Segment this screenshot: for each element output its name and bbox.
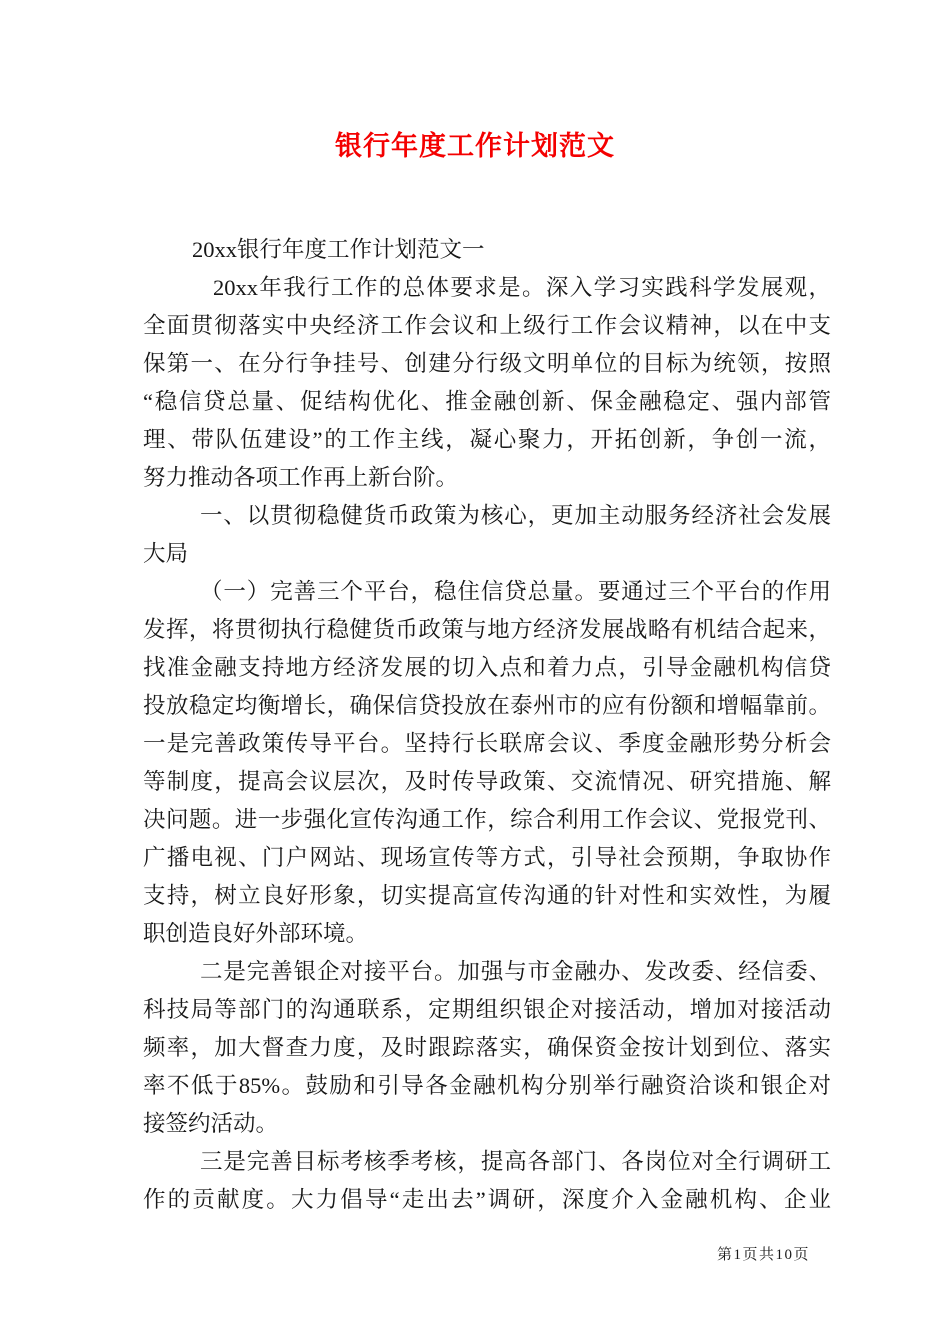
text-line: 努力推动各项工作再上新台阶。 <box>143 465 459 490</box>
text-line: 科技局等部门的沟通联系，定期组织银企对接活动，增加对接活动 <box>143 997 831 1022</box>
text-line: 二是完善银企对接平台。加强与市金融办、发改委、经信委、 <box>200 959 831 984</box>
text-line: 全面贯彻落实中央经济工作会议和上级行工作会议精神，以在中支 <box>143 313 831 338</box>
text-line: 职创造良好外部环境。 <box>143 921 369 946</box>
text-line: 支持，树立良好形象，切实提高宣传沟通的针对性和实效性，为履 <box>143 883 831 908</box>
text-line: “稳信贷总量、促结构优化、推金融创新、保金融稳定、强内部管 <box>143 389 831 414</box>
text-line: 接签约活动。 <box>143 1111 279 1136</box>
paragraph <box>143 231 831 269</box>
text-line: 20xx银行年度工作计划范文一 <box>192 237 485 262</box>
text-line: 作的贡献度。大力倡导“走出去”调研，深度介入金融机构、企业 <box>143 1187 831 1212</box>
text-line: 找准金融支持地方经济发展的切入点和着力点，引导金融机构信贷 <box>143 655 831 680</box>
text-line: 率不低于85%。鼓励和引导各金融机构分别举行融资洽谈和银企对 <box>143 1073 831 1098</box>
text-line: 大局 <box>143 541 189 566</box>
text-line: 保第一、在分行争挂号、创建分行级文明单位的目标为统领，按照 <box>143 351 831 376</box>
paragraph <box>143 573 831 953</box>
paragraph <box>143 269 831 497</box>
text-line: （一）完善三个平台，稳住信贷总量。要通过三个平台的作用 <box>200 579 831 604</box>
page-footer: 第1页共10页 <box>716 1247 810 1263</box>
text-line: 一是完善政策传导平台。坚持行长联席会议、季度金融形势分析会 <box>143 731 831 756</box>
paragraph <box>143 953 831 1143</box>
document-title: 银行年度工作计划范文 <box>335 131 615 161</box>
text-line: 决问题。进一步强化宣传沟通工作，综合利用工作会议、党报党刊、 <box>143 807 831 832</box>
text-line: 广播电视、门户网站、现场宣传等方式，引导社会预期，争取协作 <box>143 845 831 870</box>
document-body <box>143 231 831 1219</box>
text-line: 三是完善目标考核季考核，提高各部门、各岗位对全行调研工 <box>200 1149 831 1174</box>
text-line: 20xx年我行工作的总体要求是。深入学习实践科学发展观， <box>213 275 831 300</box>
paragraph <box>143 497 831 573</box>
paragraph <box>143 1143 831 1219</box>
text-line: 频率，加大督查力度，及时跟踪落实，确保资金按计划到位、落实 <box>143 1035 831 1060</box>
text-line: 投放稳定均衡增长，确保信贷投放在泰州市的应有份额和增幅靠前。 <box>143 693 831 718</box>
text-line: 发挥，将贯彻执行稳健货币政策与地方经济发展战略有机结合起来， <box>143 617 831 642</box>
text-line: 一、以贯彻稳健货币政策为核心，更加主动服务经济社会发展 <box>200 503 831 528</box>
text-line: 理、带队伍建设”的工作主线，凝心聚力，开拓创新，争创一流， <box>143 427 831 452</box>
text-line: 等制度，提高会议层次，及时传导政策、交流情况、研究措施、解 <box>143 769 831 794</box>
